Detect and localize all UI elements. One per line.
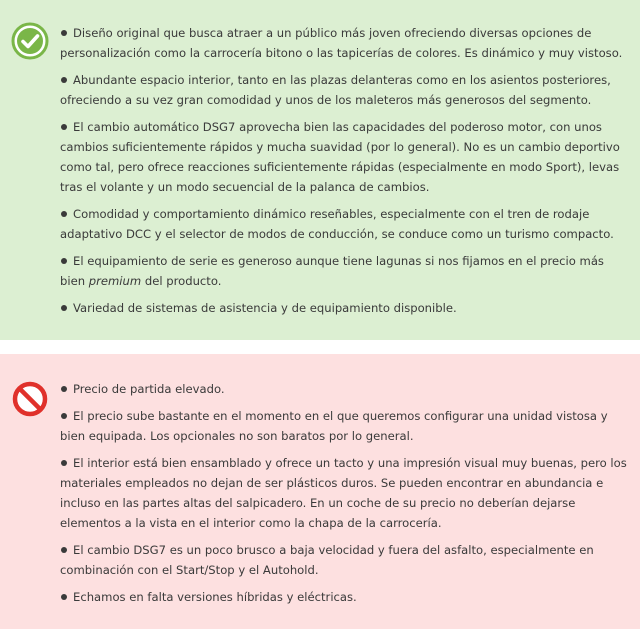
cons-panel	[0, 354, 640, 629]
list-item: Variedad de sistemas de asistencia y de equipamiento disponible.	[60, 298, 628, 318]
bullet	[61, 413, 67, 419]
bullet	[61, 460, 67, 466]
bullet	[61, 547, 67, 553]
cons-list	[60, 379, 628, 614]
list-item: El precio sube bastante en el momento en el que queremos configurar una unidad vistosa y bien equipada. Los opcionales no son baratos por lo general.	[60, 409, 608, 443]
check-circle-icon	[11, 22, 49, 60]
list-item: Diseño original que busca atraer a un público más joven ofreciendo diversas opciones de personalización como la carrocería bitono o las tapicerías de colores. Es dinámico y muy vistoso.	[60, 26, 623, 60]
bullet	[61, 30, 67, 36]
bullet	[61, 386, 67, 392]
list-item: El equipamiento de serie es generoso aunque tiene lagunas si nos fijamos en el precio más bien premium del producto.	[60, 254, 604, 288]
bullet	[61, 258, 67, 264]
bullet	[61, 594, 67, 600]
bullet	[61, 211, 67, 217]
prohibited-icon	[11, 380, 49, 418]
list-item: Echamos en falta versiones híbridas y eléctricas.	[60, 587, 628, 607]
list-item: El cambio automático DSG7 aprovecha bien las capacidades del poderoso motor, con unos cambios suficientemente rápidos y mucha suavidad (por lo general). No es un cambio deportivo como tal, pero ofrece reacciones suficientemente rápidas (especialmente en modo Sport), levas tras el volante y un modo secuencial de la palanca de cambios.	[60, 120, 620, 194]
list-item: Abundante espacio interior, tanto en las plazas delanteras como en los asientos posteriores, ofreciendo a su vez gran comodidad y unos de los maleteros más generosos del segmento.	[60, 73, 611, 107]
list-item: El cambio DSG7 es un poco brusco a baja velocidad y fuera del asfalto, especialmente en combinación con el Start/Stop y el Autohold.	[60, 543, 594, 577]
pros-list	[60, 23, 628, 325]
bullet	[61, 77, 67, 83]
list-item: El interior está bien ensamblado y ofrece un tacto y una impresión visual muy buenas, pero los materiales empleados no dejan de ser plásticos duros. Se pueden encontrar en abundancia e incluso en las partes altas del salpicadero. En un coche de su precio no deberían dejarse elementos a la vista en el interior como la chapa de la carrocería.	[60, 456, 627, 530]
bullet	[61, 305, 67, 311]
list-item: Comodidad y comportamiento dinámico reseñables, especialmente con el tren de rodaje adaptativo DCC y el selector de modos de conducción, se conduce como un turismo compacto.	[60, 207, 614, 241]
bullet	[61, 124, 67, 130]
list-item: Precio de partida elevado.	[60, 379, 628, 399]
